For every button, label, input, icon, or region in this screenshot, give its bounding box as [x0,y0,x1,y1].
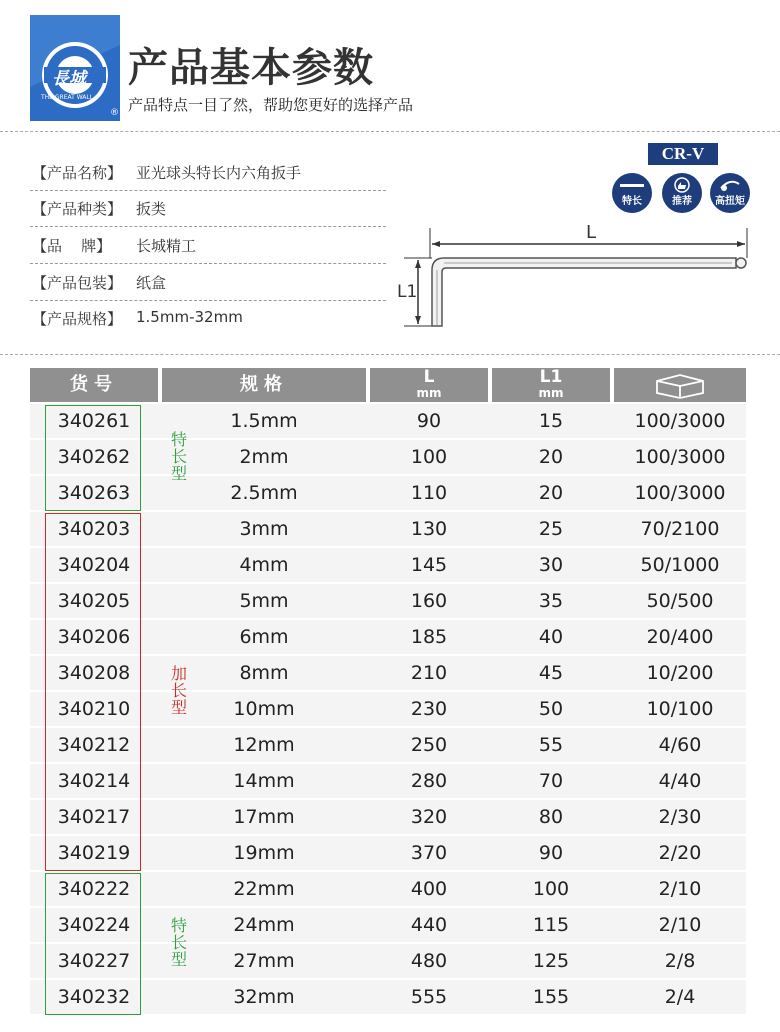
table-cell-pack: 2/30 [658,806,702,828]
table-cell-L: 130 [410,518,448,540]
info-value: 纸盒 [136,274,167,292]
table-cell-pack: 2/8 [664,950,696,972]
table-cell-pack: 50/500 [646,590,714,612]
table-cell-spec: 3mm [239,518,289,540]
table-cell-code: 340232 [57,986,131,1008]
table-cell-L: 145 [410,554,448,576]
table-cell-code: 340206 [57,626,131,648]
table-cell-L1: 55 [538,734,564,756]
table-cell-spec: 2mm [239,446,289,468]
table-cell-pack: 100/3000 [634,446,726,468]
badge-label: 高扭矩 [715,196,745,207]
material-badge: CR-V [648,143,718,165]
table-cell-spec: 24mm [233,914,295,936]
wrench-diagram [392,218,760,336]
table-cell-spec: 1.5mm [230,410,298,432]
group-box [45,405,141,511]
box-icon [649,371,711,399]
group-box [45,513,141,871]
table-cell-code: 340212 [57,734,131,756]
table-cell-spec: 22mm [233,878,295,900]
table-cell-spec: 27mm [233,950,295,972]
table-cell-pack: 10/100 [646,698,714,720]
info-label: 【产品种类】 [32,200,123,218]
info-row-package [30,264,386,301]
table-cell-L: 110 [410,482,448,504]
table-cell-code: 340262 [57,446,131,468]
table-cell-pack: 2/4 [664,986,696,1008]
group-type-label: 特长型 [170,430,187,483]
table-cell-L1: 100 [532,878,570,900]
info-row-type [30,190,386,227]
table-cell-pack: 2/20 [658,842,702,864]
table-cell-L1: 35 [538,590,564,612]
short-arm-label: L1 [397,282,418,302]
table-cell-code: 340214 [57,770,131,792]
table-cell-pack: 4/40 [658,770,702,792]
info-value: 1.5mm-32mm [136,308,243,326]
table-cell-pack: 100/3000 [634,482,726,504]
table-cell-code: 340219 [57,842,131,864]
table-cell-code: 340208 [57,662,131,684]
table-cell-code: 340224 [57,914,131,936]
table-cell-L: 320 [410,806,448,828]
table-cell-L: 210 [410,662,448,684]
table-cell-spec: 17mm [233,806,295,828]
table-cell-L: 480 [410,950,448,972]
table-cell-spec: 5mm [239,590,289,612]
table-cell-L1: 30 [538,554,564,576]
table-cell-code: 340203 [57,518,131,540]
table-cell-L1: 155 [532,986,570,1008]
extra-long-badge [612,173,652,213]
table-cell-L: 230 [410,698,448,720]
header-short-length: L1 mm [492,368,610,402]
table-cell-L: 90 [416,410,442,432]
info-row-spec [30,300,386,336]
table-cell-L: 100 [410,446,448,468]
table-cell-code: 340204 [57,554,131,576]
info-label: 【产品包装】 [32,274,123,292]
table-cell-L: 250 [410,734,448,756]
high-torque-badge [710,173,750,213]
table-cell-L: 280 [410,770,448,792]
info-row-name [30,154,386,191]
table-cell-L1: 15 [538,410,564,432]
table-cell-code: 340261 [57,410,131,432]
table-cell-spec: 8mm [239,662,289,684]
table-cell-spec: 19mm [233,842,295,864]
table-cell-pack: 100/3000 [634,410,726,432]
table-cell-code: 340210 [57,698,131,720]
info-label: 【产品规格】 [32,310,123,328]
table-cell-L1: 20 [538,446,564,468]
info-value: 扳类 [136,200,167,218]
info-value: 长城精工 [136,237,197,255]
table-cell-L1: 115 [532,914,570,936]
table-cell-code: 340217 [57,806,131,828]
page-subtitle: 产品特点一目了然，帮助您更好的选择产品 [128,96,414,114]
divider-top [0,131,780,132]
table-cell-code: 340222 [57,878,131,900]
recommend-badge [662,173,702,213]
group-type-label: 加长型 [170,664,187,717]
badge-label: 特长 [622,196,642,207]
table-cell-spec: 32mm [233,986,295,1008]
table-cell-spec: 12mm [233,734,295,756]
table-cell-spec: 6mm [239,626,289,648]
table-cell-code: 340205 [57,590,131,612]
table-cell-pack: 20/400 [646,626,714,648]
table-cell-L: 160 [410,590,448,612]
table-cell-pack: 70/2100 [640,518,720,540]
badge-label: 推荐 [672,196,692,207]
table-cell-L1: 125 [532,950,570,972]
table-cell-L: 370 [410,842,448,864]
table-cell-L1: 50 [538,698,564,720]
table-cell-L1: 20 [538,482,564,504]
thumbs-up-icon [662,176,702,196]
header-spec: 规格 [162,368,366,402]
info-value: 亚光球头特长内六角扳手 [136,164,302,182]
table-cell-L1: 80 [538,806,564,828]
group-box [45,873,141,1015]
table-cell-L1: 90 [538,842,564,864]
header-code: 货号 [30,368,158,402]
table-cell-L1: 70 [538,770,564,792]
torque-wrench-icon [710,176,750,196]
header-length: L mm [370,368,488,402]
logo-subtext: THE GREAT WALL [41,94,94,101]
divider-middle [0,354,780,355]
table-cell-spec: 4mm [239,554,289,576]
table-cell-code: 340227 [57,950,131,972]
header-packaging [614,368,746,402]
long-bar-icon [612,176,652,196]
table-cell-pack: 4/60 [658,734,702,756]
table-cell-pack: 50/1000 [640,554,720,576]
table-cell-L: 185 [410,626,448,648]
table-cell-L: 400 [410,878,448,900]
table-cell-L1: 45 [538,662,564,684]
info-label: 【品 牌】 [32,237,112,255]
page-title: 产品基本参数 [128,45,374,91]
info-row-brand [30,227,386,264]
table-cell-spec: 14mm [233,770,295,792]
table-cell-L1: 40 [538,626,564,648]
table-cell-spec: 2.5mm [230,482,298,504]
table-cell-pack: 2/10 [658,878,702,900]
svg-text:®: ® [110,108,119,118]
table-cell-L: 440 [410,914,448,936]
group-type-label: 特长型 [170,916,187,969]
table-cell-L1: 25 [538,518,564,540]
length-label: L [586,222,597,243]
table-cell-spec: 10mm [233,698,295,720]
table-cell-code: 340263 [57,482,131,504]
info-label: 【产品名称】 [32,164,123,182]
table-cell-pack: 2/10 [658,914,702,936]
table-cell-pack: 10/200 [646,662,714,684]
table-cell-L: 555 [410,986,448,1008]
logo-text: 長城 [52,69,86,89]
